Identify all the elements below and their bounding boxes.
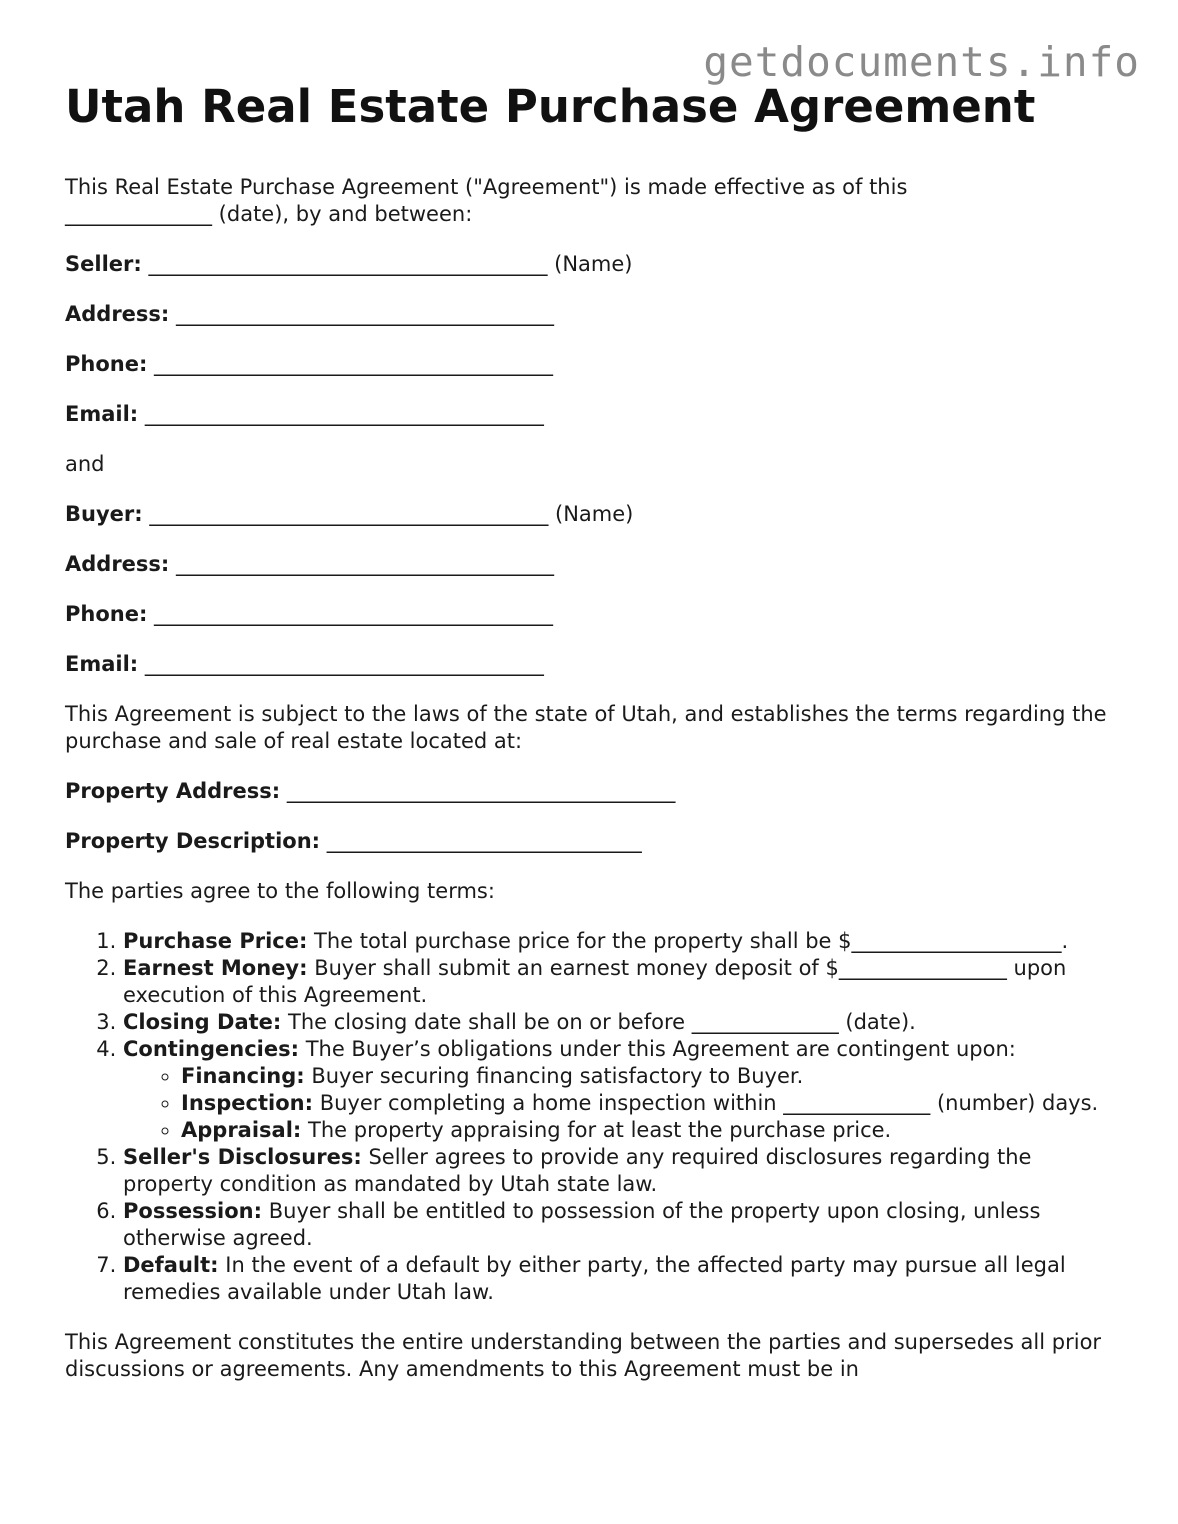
contingency-appraisal <box>181 1117 1125 1144</box>
contingency-label: Financing: <box>181 1064 305 1088</box>
term-label: Default: <box>123 1253 219 1277</box>
term-label: Seller's Disclosures: <box>123 1145 362 1169</box>
page-title: Utah Real Estate Purchase Agreement <box>65 80 1036 133</box>
term-purchase-price <box>123 928 1125 955</box>
seller-email-label: Email: <box>65 402 139 426</box>
seller-address-blank: ____________________________________ <box>176 302 555 326</box>
laws-paragraph: This Agreement is subject to the laws of the state of Utah, and establishes the terms regarding the purchase and sale of real estate located at: <box>65 702 1107 753</box>
intro-line-2: ______________ (date), by and between: <box>65 202 473 226</box>
term-earnest-money <box>123 955 1125 1009</box>
term-label: Earnest Money: <box>123 956 308 980</box>
intro-paragraph <box>65 174 1125 228</box>
buyer-email-label: Email: <box>65 652 139 676</box>
property-address-field[interactable] <box>65 778 1125 805</box>
contingency-label: Inspection: <box>181 1091 313 1115</box>
contingency-inspection <box>181 1090 1125 1117</box>
term-closing-date <box>123 1009 1125 1036</box>
buyer-phone-field[interactable] <box>65 601 1125 628</box>
term-text: The closing date shall be on or before ______________ (date). <box>288 1010 916 1034</box>
term-possession <box>123 1198 1125 1252</box>
seller-email-blank: ______________________________________ <box>144 402 544 426</box>
property-description-label: Property Description: <box>65 829 321 853</box>
buyer-name-label: Buyer: <box>65 502 143 526</box>
term-text: Seller agrees to provide any required disclosures regarding the property condition as mandated by Utah state law. <box>123 1145 1032 1196</box>
contingency-financing <box>181 1063 1125 1090</box>
term-text: The total purchase price for the property shall be $____________________. <box>314 929 1069 953</box>
contingency-text: Buyer completing a home inspection within ______________ (number) days. <box>319 1091 1099 1115</box>
document-page <box>65 80 1125 1406</box>
term-text: The Buyer’s obligations under this Agreement are contingent upon: <box>305 1037 1016 1061</box>
contingency-label: Appraisal: <box>181 1118 302 1142</box>
term-default <box>123 1252 1125 1306</box>
buyer-phone-blank: ______________________________________ <box>154 602 554 626</box>
term-text: Buyer shall submit an earnest money deposit of $________________ upon execution of this Agreement. <box>123 956 1067 1007</box>
term-label: Contingencies: <box>123 1037 299 1061</box>
buyer-name-field[interactable] <box>65 501 1125 528</box>
watermark: getdocuments.info <box>703 38 1140 86</box>
seller-name-field[interactable] <box>65 251 1125 278</box>
property-description-blank: ______________________________ <box>326 829 642 853</box>
term-contingencies <box>123 1036 1125 1144</box>
terms-list <box>65 928 1125 1306</box>
seller-address-field[interactable] <box>65 301 1125 328</box>
term-sellers-disclosures <box>123 1144 1125 1198</box>
buyer-address-field[interactable] <box>65 551 1125 578</box>
term-label: Possession: <box>123 1199 263 1223</box>
contingency-text: The property appraising for at least the purchase price. <box>308 1118 892 1142</box>
terms-intro: The parties agree to the following terms: <box>65 879 495 903</box>
term-label: Purchase Price: <box>123 929 308 953</box>
term-label: Closing Date: <box>123 1010 282 1034</box>
seller-name-blank: ______________________________________ (Name) <box>148 252 633 276</box>
buyer-name-blank: ______________________________________ (Name) <box>149 502 634 526</box>
closing-paragraph: This Agreement constitutes the entire understanding between the parties and supersedes all prior discussions or agreements. Any amendments to this Agreement must be in <box>65 1330 1102 1381</box>
buyer-phone-label: Phone: <box>65 602 148 626</box>
buyer-email-field[interactable] <box>65 651 1125 678</box>
property-description-field[interactable] <box>65 828 1125 855</box>
term-text: Buyer shall be entitled to possession of the property upon closing, unless otherwise agreed. <box>123 1199 1041 1250</box>
seller-phone-field[interactable] <box>65 351 1125 378</box>
buyer-address-blank: ____________________________________ <box>176 552 555 576</box>
seller-phone-blank: ______________________________________ <box>154 352 554 376</box>
seller-name-label: Seller: <box>65 252 142 276</box>
buyer-address-label: Address: <box>65 552 170 576</box>
and-text: and <box>65 452 105 476</box>
intro-line-1: This Real Estate Purchase Agreement ("Agreement") is made effective as of this <box>65 175 908 199</box>
contingency-text: Buyer securing financing satisfactory to Buyer. <box>311 1064 804 1088</box>
contingencies-list <box>123 1063 1125 1144</box>
seller-email-field[interactable] <box>65 401 1125 428</box>
property-address-blank: _____________________________________ <box>286 779 676 803</box>
buyer-email-blank: ______________________________________ <box>144 652 544 676</box>
property-address-label: Property Address: <box>65 779 281 803</box>
term-text: In the event of a default by either party, the affected party may pursue all legal remedies available under Utah law. <box>123 1253 1066 1304</box>
seller-phone-label: Phone: <box>65 352 148 376</box>
seller-address-label: Address: <box>65 302 170 326</box>
